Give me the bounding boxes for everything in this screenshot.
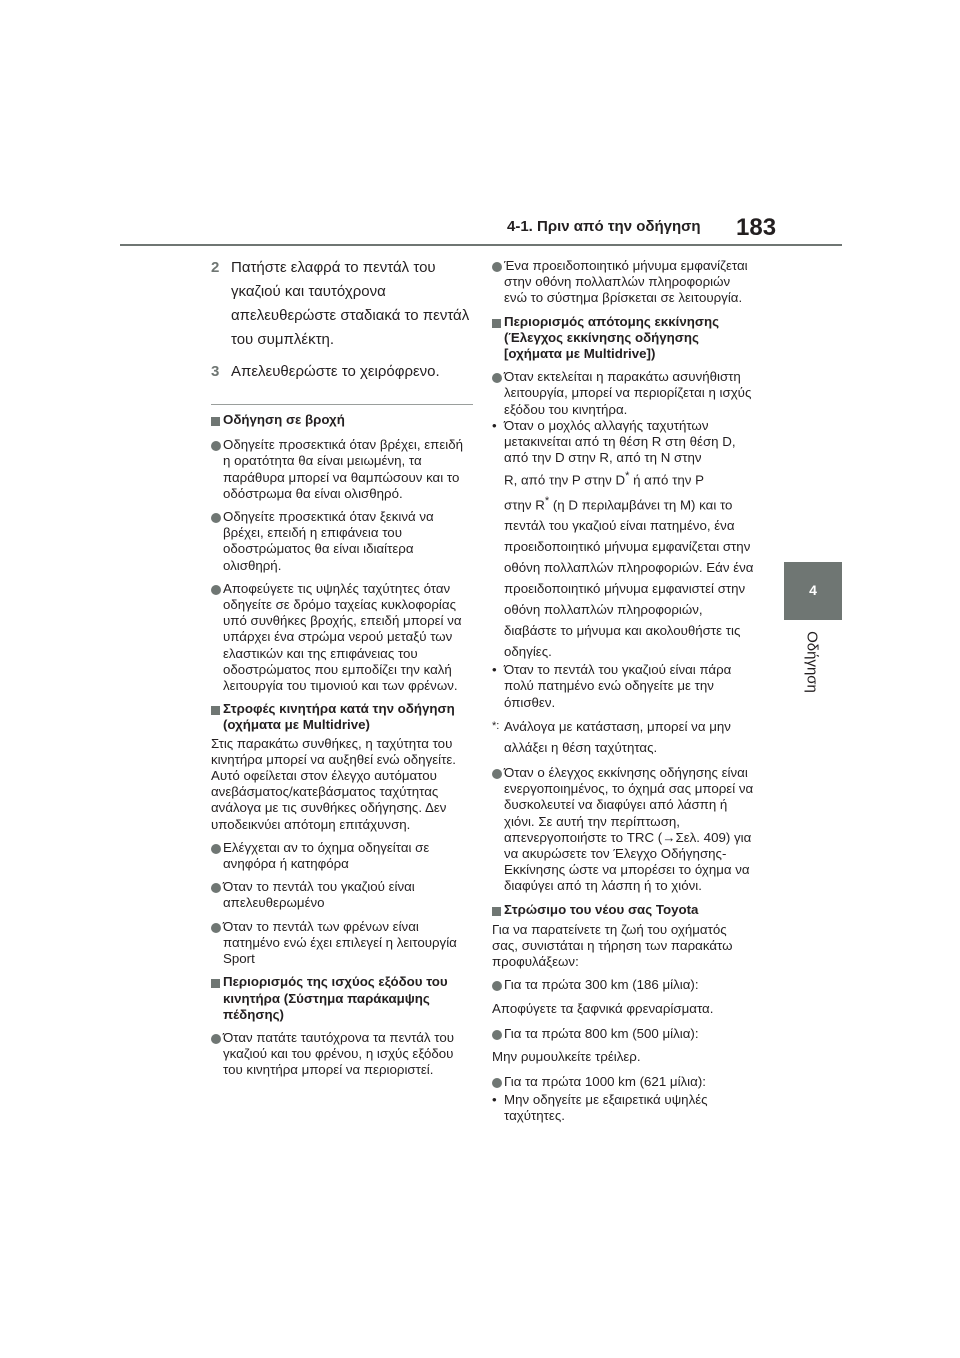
paragraph: Για να παρατείνετε τη ζωή του οχήματός σας, συνιστάται η τήρηση των παρακάτω προφυλάξεων: xyxy=(492,921,733,970)
chapter-tab-label: Οδήγηση xyxy=(803,631,821,693)
list-item: Όταν πατάτε ταυτόχρονα τα πεντάλ του γκαζιού και του φρένου, η ισχύς εξόδου του κινητήρα μπορεί να περιοριστεί. xyxy=(211,1030,473,1079)
right-column xyxy=(492,258,754,1124)
section-heading: Στρώσιμο του νέου σας Toyota xyxy=(492,902,754,920)
circle-bullet-icon xyxy=(211,513,221,523)
sub-bullet-icon: • xyxy=(492,662,497,678)
header-rule xyxy=(120,244,842,246)
step-text: Απελευθερώστε το χειρόφρενο. xyxy=(231,363,440,380)
circle-bullet-icon xyxy=(492,769,502,779)
step-number: 2 xyxy=(211,259,220,276)
circle-bullet-icon xyxy=(211,441,221,451)
list-item: Όταν το πεντάλ του γκαζιού είναι απελευθερωμένο xyxy=(211,879,473,911)
square-bullet-icon xyxy=(492,319,501,328)
list-item: Ελέγχεται αν το όχημα οδηγείται σε ανηφόρα ή κατηφόρα xyxy=(211,840,473,872)
square-bullet-icon xyxy=(211,706,220,715)
sub-bullet-icon: • xyxy=(492,1091,497,1107)
square-bullet-icon xyxy=(211,417,220,426)
paragraph: Στις παρακάτω συνθήκες, η ταχύτητα του κινητήρα μπορεί να αυξηθεί ενώ οδηγείτε. Αυτό οφείλεται στον έλεγχο αυτόματου ανεβάσματος/κατεβάσματος ταχύτητας ανάλογα με τις συνθήκες οδήγησης. Δεν υποδεικνύει απότομη επιτάχυνση. xyxy=(211,735,456,832)
step-number: 3 xyxy=(211,363,220,380)
section-heading: Περιορισμός της ισχύος εξόδου του κινητήρα (Σύστημα παράκαμψης πέδησης) xyxy=(211,974,473,1023)
circle-bullet-icon xyxy=(492,981,502,991)
paragraph: Μην ρυμουλκείτε τρέιλερ. xyxy=(492,1048,641,1064)
list-item: Αποφεύγετε τις υψηλές ταχύτητες όταν οδηγείτε σε δρόμο ταχείας κυκλοφορίας υπό συνθήκες βροχής, επειδή μπορεί να υπάρχει ένα στρώμα νερού μεταξύ των ελαστικών και της επιφάνειας του οδοστρώματος που εμποδίζει την καλή λειτουργία του τιμονιού και των φρένων. xyxy=(211,581,473,694)
list-item: Όταν το πεντάλ των φρένων είναι πατημένο ενώ έχει επιλεγεί η λειτουργία Sport xyxy=(211,919,473,968)
sub-list-item: • Όταν το πεντάλ του γκαζιού είναι πάρα πολύ πατημένο ενώ οδηγείτε με την όπισθεν. xyxy=(492,662,732,710)
paragraph: Αποφύγετε τα ξαφνικά φρεναρίσματα. xyxy=(492,1000,714,1016)
square-bullet-icon xyxy=(211,979,220,988)
list-item: Οδηγείτε προσεκτικά όταν βρέχει, επειδή η ορατότητα θα είναι μειωμένη, τα παράθυρα μπορεί να θαμπώσουν και το οδόστρωμα θα είναι ολισθηρό. xyxy=(211,437,473,502)
chapter-tab xyxy=(784,562,842,620)
circle-bullet-icon xyxy=(211,585,221,595)
chapter-title: 4-1. Πριν από την οδήγηση xyxy=(507,218,701,235)
sub-list-item: • Όταν ο μοχλός αλλαγής ταχυτήτων μετακινείται από τη θέση R στη θέση D, από την D στην R, από τη N στην R, από την P στην D* ή από την P στην R* (η D περιλαμβάνει τη M) και το πεντάλ του γκαζιού είναι πατημένο, ένα προειδοποιητικό μήνυμα εμφανίζεται στην οθόνη πολλαπλών πληροφοριών. Εάν ένα προειδοποιητικό μήνυμα εμφανιστεί στην οθόνη πολλαπλών πληροφοριών, διαβάστε το μήνυμα και ακολουθήστε τις οδηγίες. xyxy=(492,418,754,662)
list-item: Οδηγείτε προσεκτικά όταν ξεκινά να βρέχει, επειδή η επιφάνεια του οδοστρώματος θα είναι ιδιαίτερα ολισθηρή. xyxy=(211,509,473,574)
list-item: Για τα πρώτα 800 km (500 μίλια): xyxy=(492,1026,754,1044)
list-item: Όταν ο έλεγχος εκκίνησης οδήγησης είναι ενεργοποιημένος, το όχημά σας μπορεί να δυσκολευτεί να διαφύγει από λάσπη ή χιόνι. Σε αυτή την περίπτωση, απενεργοποιήστε το TRC (→Σελ. 409) για να ακυρώσετε τον Έλεγχο Οδήγησης-Εκκίνησης ώστε να μπορέσει το όχημα να διαφύγει από τη λάσπη ή το χιόνι. xyxy=(492,765,754,895)
circle-bullet-icon xyxy=(211,923,221,933)
circle-bullet-icon xyxy=(492,373,502,383)
circle-bullet-icon xyxy=(492,1030,502,1040)
circle-bullet-icon xyxy=(211,1034,221,1044)
section-heading: Στροφές κινητήρα κατά την οδήγηση (οχήματα με Multidrive) xyxy=(211,701,473,733)
page-number: 183 xyxy=(736,214,777,241)
footnote: *: Ανάλογα με κατάσταση, μπορεί να μην αλλάξει η θέση ταχύτητας. xyxy=(492,716,754,758)
circle-bullet-icon xyxy=(211,844,221,854)
list-item: Για τα πρώτα 1000 km (621 μίλια): xyxy=(492,1074,754,1092)
footnote-mark: *: xyxy=(492,719,500,732)
sub-bullet-icon: • xyxy=(492,417,497,433)
list-item: Ένα προειδοποιητικό μήνυμα εμφανίζεται στην οθόνη πολλαπλών πληροφοριών ενώ το σύστημα βρίσκεται σε λειτουργία. xyxy=(492,258,754,307)
left-column xyxy=(211,256,473,1079)
step-3 xyxy=(211,360,473,384)
square-bullet-icon xyxy=(492,907,501,916)
step-text: Πατήστε ελαφρά το πεντάλ του γκαζιού και ταυτόχρονα απελευθερώστε σταδιακά το πεντάλ του συμπλέκτη. xyxy=(231,259,470,348)
circle-bullet-icon xyxy=(492,262,502,272)
section-divider xyxy=(211,404,473,405)
sub-list-item: • Μην οδηγείτε με εξαιρετικά υψηλές ταχύτητες. xyxy=(492,1091,708,1124)
section-heading: Περιορισμός απότομης εκκίνησης (Έλεγχος εκκίνησης οδήγησης [οχήματα με Multidrive]) xyxy=(492,314,754,363)
chapter-tab-number: 4 xyxy=(809,582,817,598)
step-2 xyxy=(211,256,473,352)
footnote-mark: * xyxy=(625,470,630,483)
list-item: Για τα πρώτα 300 km (186 μίλια): xyxy=(492,977,754,995)
footnote-mark: * xyxy=(544,494,550,507)
list-item: Όταν εκτελείται η παρακάτω ασυνήθιστη λειτουργία, μπορεί να περιορίζεται η ισχύς εξόδου του κινητήρα. xyxy=(492,369,754,418)
circle-bullet-icon xyxy=(492,1078,502,1088)
section-heading: Οδήγηση σε βροχή xyxy=(211,412,473,430)
circle-bullet-icon xyxy=(211,883,221,893)
